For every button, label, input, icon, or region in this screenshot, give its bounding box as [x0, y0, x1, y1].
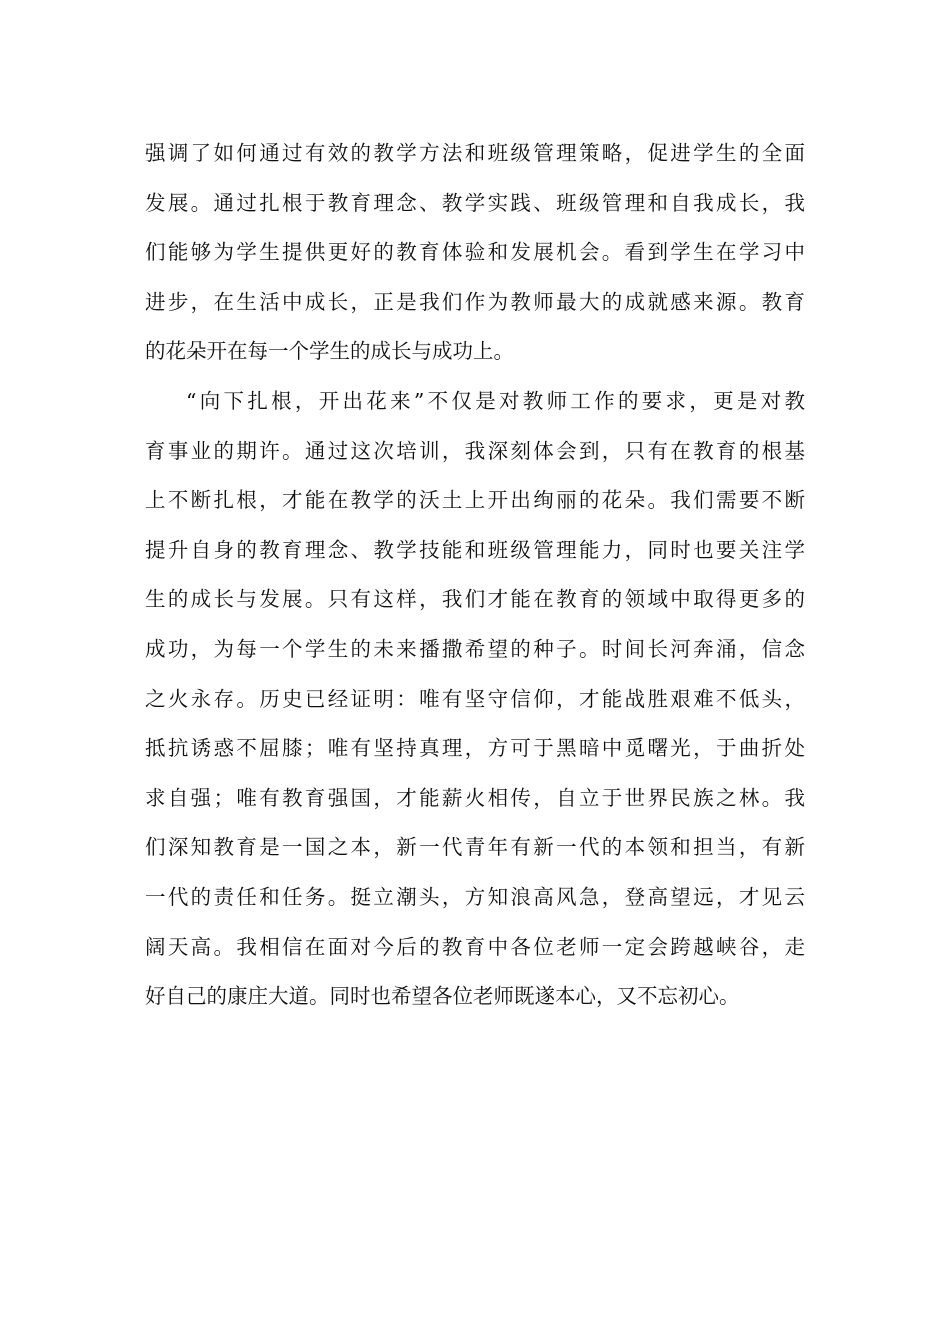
text-line: 提升自身的教育理念、教学技能和班级管理能力，同时也要关注学 [145, 537, 805, 562]
text-line: 求自强；唯有教育强国，才能薪火相传，自立于世界民族之林。我 [145, 785, 805, 810]
text-line: 一代的责任和任务。挺立潮头，方知浪高风急，登高望远，才见云 [145, 884, 805, 909]
text-line: 好自己的康庄大道。同时也希望各位老师既遂本心，又不忘初心。 [145, 984, 740, 1009]
document-body [145, 129, 805, 1022]
text-line: 的花朵开在每一个学生的成长与成功上。 [145, 339, 514, 364]
text-line: 成功，为每一个学生的未来播撒希望的种子。时间长河奔涌，信念 [145, 636, 805, 661]
text-line: 们能够为学生提供更好的教育体验和发展机会。看到学生在学习中 [145, 240, 805, 265]
text-line: 抵抗诱惑不屈膝；唯有坚持真理，方可于黑暗中觅曙光，于曲折处 [145, 736, 805, 761]
text-line: 之火永存。历史已经证明：唯有坚守信仰，才能战胜艰难不低头， [145, 686, 805, 711]
text-line: 进步，在生活中成长，正是我们作为教师最大的成就感来源。教育 [145, 289, 805, 314]
text-line: 强调了如何通过有效的教学方法和班级管理策略，促进学生的全面 [145, 141, 805, 165]
text-line: 上不断扎根，才能在教学的沃土上开出绚丽的花朵。我们需要不断 [145, 488, 805, 513]
text-line: 阔天高。我相信在面对今后的教育中各位老师一定会跨越峡谷，走 [145, 934, 805, 959]
text-line: 生的成长与发展。只有这样，我们才能在教育的领域中取得更多的 [145, 587, 805, 612]
text-line: 们深知教育是一国之本，新一代青年有新一代的本领和担当，有新 [145, 835, 805, 860]
paragraph-1 [145, 129, 805, 377]
text-line: “向下扎根，开出花来”不仅是对教师工作的要求，更是对教 [186, 388, 805, 413]
paragraph-2 [145, 377, 805, 1022]
text-line: 发展。通过扎根于教育理念、教学实践、班级管理和自我成长，我 [145, 190, 805, 215]
text-line: 育事业的期许。通过这次培训，我深刻体会到，只有在教育的根基 [145, 438, 805, 463]
